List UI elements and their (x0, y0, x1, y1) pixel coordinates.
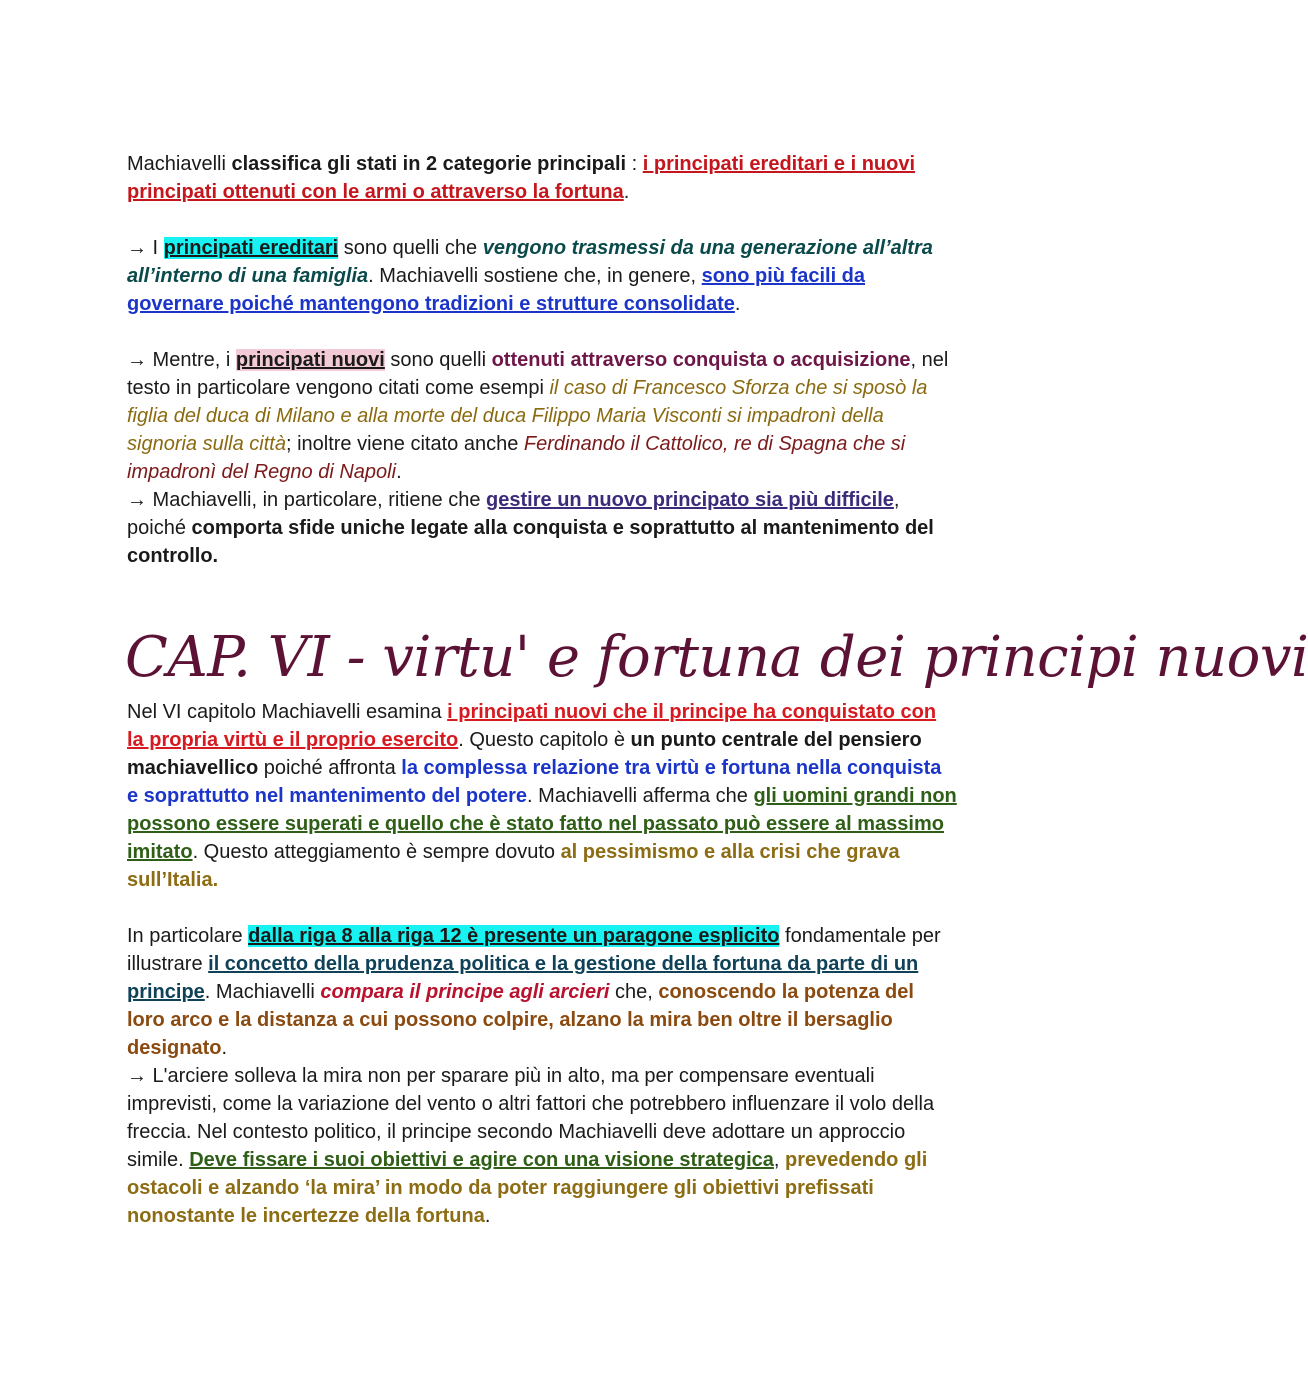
chapter-heading: CAP. VI - virtu' e fortuna dei principi nuovi (125, 625, 1308, 690)
paragraph-new-principalities: → Mentre, i principati nuovi sono quelli ottenuti attraverso conquista o acquisizione, nel testo in particolare vengono citati come esempi il caso di Francesco Sforza che si sposò la figlia del duca di Milano e alla morte del duca Filippo Maria Visconti si impadronì della signoria sulla città; inoltre viene citato anche Ferdinando il Cattolico, re di Spagna che si impadronì del Regno di Napoli. (127, 349, 949, 483)
paragraph-hereditary-principalities: → I principati ereditari sono quelli che vengono trasmessi da una generazione all’altra all’interno di una famiglia. Machiavelli sostiene che, in genere, sono più facili da governare poiché mantengono tradizioni e strutture consolidate. (127, 237, 933, 315)
paragraph-archers-comparison: In particolare dalla riga 8 alla riga 12 è presente un paragone esplicito fondamentale per illustrare il concetto della prudenza politica e la gestione della fortuna da parte di un principe. Machiavelli compara il principe agli arcieri che, conoscendo la potenza del loro arco e la distanza a cui possono colpire, alzano la mira ben oltre il bersaglio designato. (127, 925, 941, 1059)
document-page (125, 150, 1308, 1230)
paragraph-chapter-six: Nel VI capitolo Machiavelli esamina i principati nuovi che il principe ha conquistato con la propria virtù e il proprio esercito. Questo capitolo è un punto centrale del pensiero machiavellico poiché affronta la complessa relazione tra virtù e fortuna nella conquista e soprattutto nel mantenimento del potere. Machiavelli afferma che gli uomini grandi non possono essere superati e quello che è stato fatto nel passato può essere al massimo imitato. Questo atteggiamento è sempre dovuto al pessimismo e alla crisi che grava sull’Italia. (127, 701, 957, 891)
paragraph-classification: Machiavelli classifica gli stati in 2 categorie principali : i principati ereditari e i nuovi principati ottenuti con le armi o attraverso la fortuna. (127, 153, 916, 203)
paragraph-archer-explanation: → L'arciere solleva la mira non per sparare più in alto, ma per compensare eventuali imprevisti, come la variazione del vento o altri fattori che potrebbero influenzare il volo della freccia. Nel contesto politico, il principe secondo Machiavelli deve adottare un approccio simile. Deve fissare i suoi obiettivi e agire con una visione strategica, prevedendo gli ostacoli e alzando ‘la mira’ in modo da poter raggiungere gli obiettivi prefissati nonostante le incertezze della fortuna. (127, 1065, 935, 1227)
paragraph-difficulty: → Machiavelli, in particolare, ritiene che gestire un nuovo principato sia più difficile, poiché comporta sfide uniche legate alla conquista e soprattutto al mantenimento del controllo. (127, 489, 934, 567)
